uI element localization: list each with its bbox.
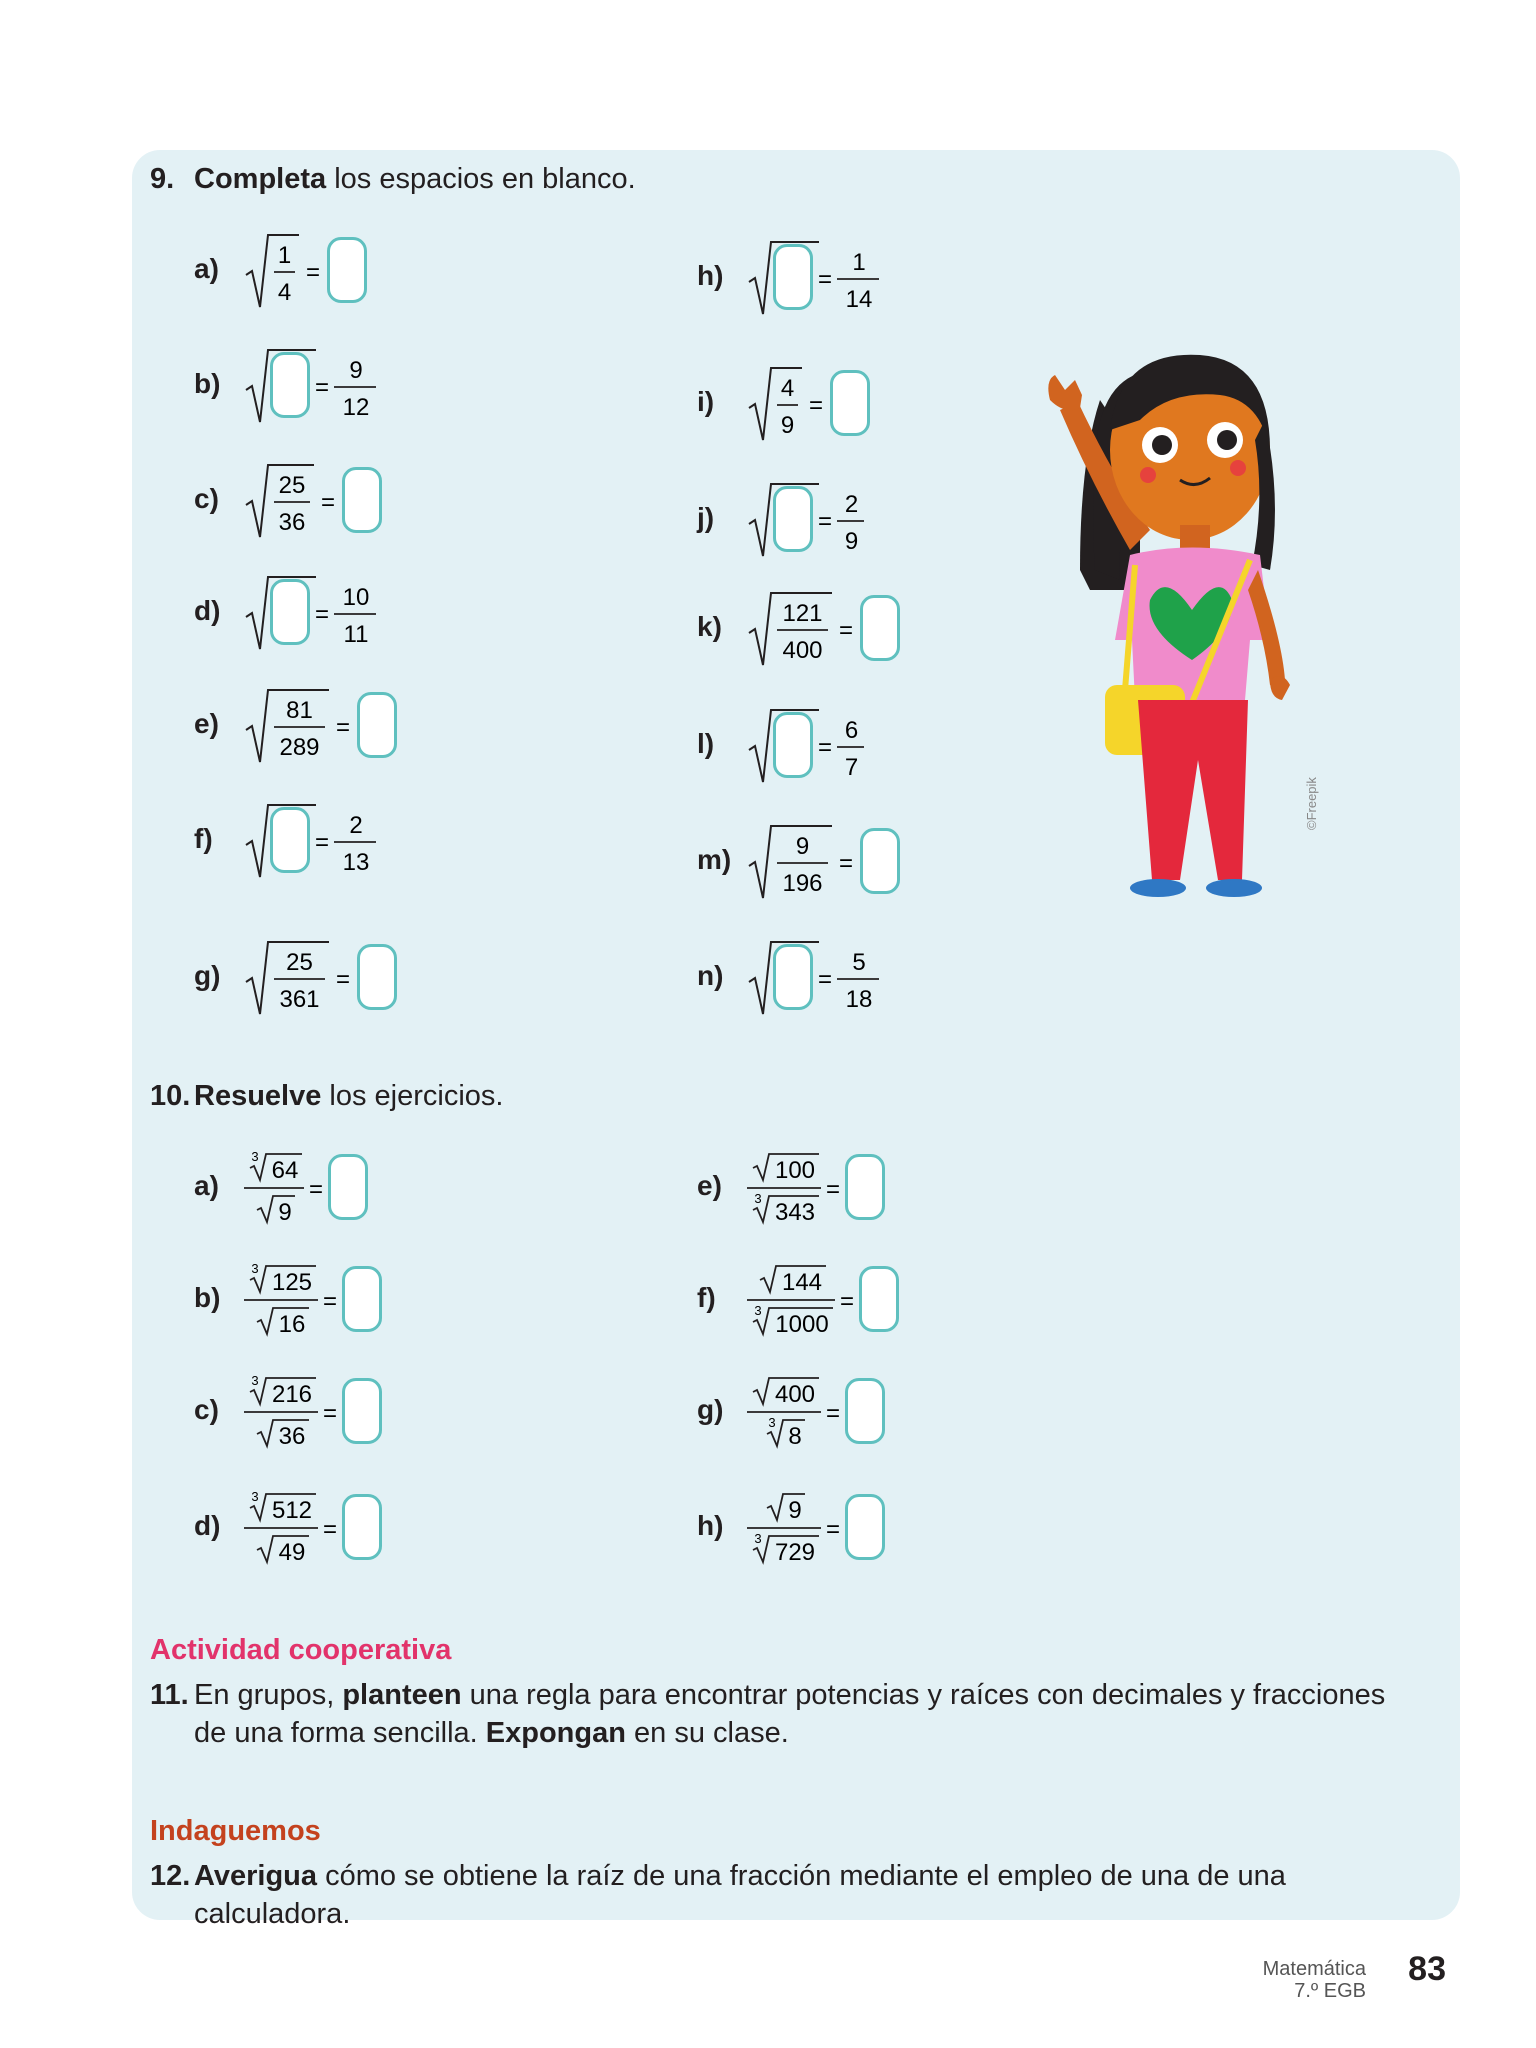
item-label: e) [697,1170,722,1201]
radicand-box[interactable] [270,352,310,418]
denominator: 361 [279,986,320,1013]
text-part: una regla para encontrar potencias y raíces con decimales y fracciones de una forma sencilla. [194,1679,1386,1749]
equals-sign: = [314,601,330,628]
answer-box[interactable] [845,1154,885,1220]
footer-subject [1263,1958,1366,2002]
question-11-text [194,1676,1420,1752]
item-label: m) [697,844,732,875]
radicand-box[interactable] [270,579,310,645]
equals-sign: = [817,266,833,293]
radicand-box[interactable] [773,712,813,778]
radicand-box[interactable] [270,807,310,873]
equals-sign: = [817,966,833,993]
numerator: 25 [278,472,306,499]
equals-sign: = [817,508,833,535]
top-radicand: 512 [271,1497,313,1524]
equals-sign: = [314,829,330,856]
equals-sign: = [335,714,351,741]
radicand-box[interactable] [773,944,813,1010]
expression [244,225,504,315]
top-radicand: 144 [781,1269,823,1296]
question-12 [150,1857,1420,1933]
bottom-radicand: 16 [278,1311,306,1338]
top-index: 3 [251,1261,259,1276]
question-number: 12. [150,1860,191,1892]
denominator: 9 [844,528,859,555]
item-label: c) [194,1394,219,1425]
item-label: n) [697,960,724,991]
bold-verb: planteen [342,1679,462,1711]
numerator: 121 [782,600,823,627]
expression [244,1142,504,1232]
numerator: 2 [349,812,363,839]
question-verb: Resuelve [194,1080,322,1112]
denominator: 289 [279,734,320,761]
question-number: 9. [150,163,175,195]
page-number: 83 [1408,1950,1446,1988]
item-label: k) [697,611,722,642]
item-label: j) [697,502,715,533]
item-label: e) [194,708,219,739]
answer-box[interactable] [327,237,367,303]
top-index: 3 [251,1149,259,1164]
bottom-index: 3 [754,1303,762,1318]
bottom-index: 3 [754,1191,762,1206]
equals-sign: = [305,259,321,286]
bottom-index: 3 [768,1415,776,1430]
top-radicand: 400 [774,1381,816,1408]
girl-illustration [1020,340,1300,900]
item-label: g) [194,960,221,991]
answer-box[interactable] [342,1494,382,1560]
bottom-radicand: 1000 [775,1311,829,1338]
item-label: d) [194,1510,221,1541]
numerator: 2 [844,491,859,518]
numerator: 25 [286,949,313,976]
answer-box[interactable] [845,1378,885,1444]
denominator: 11 [343,621,369,648]
question-9-heading [150,163,636,196]
answer-box[interactable] [357,692,397,758]
numerator: 10 [342,584,370,611]
top-radicand: 9 [788,1497,802,1524]
bold-verb: Expongan [485,1717,626,1749]
bottom-radicand: 343 [774,1199,816,1226]
answer-box[interactable] [859,1266,899,1332]
item-label: a) [194,1170,219,1201]
top-radicand: 125 [271,1269,313,1296]
numerator: 4 [780,375,795,402]
radicand-box[interactable] [773,486,813,552]
item-label: a) [194,253,219,284]
item-label: f) [697,1282,716,1313]
top-index: 3 [251,1489,259,1504]
answer-box[interactable] [328,1154,368,1220]
answer-box[interactable] [357,944,397,1010]
cooperative-activity-title: Actividad cooperativa [150,1634,452,1666]
item-label: g) [697,1394,724,1425]
item-label: i) [697,386,715,417]
numerator: 5 [852,949,866,976]
answer-box[interactable] [342,467,382,533]
denominator: 196 [782,870,823,897]
subject-name: Matemática [1262,1958,1366,1980]
top-radicand: 64 [271,1157,299,1184]
item-label: h) [697,260,724,291]
equals-sign: = [825,1400,841,1427]
question-10-heading [150,1080,503,1113]
equals-sign: = [308,1176,324,1203]
equals-sign: = [314,374,330,401]
item-label: b) [194,368,221,399]
grade-label: 7.º EGB [1294,1980,1366,2002]
radicand-box[interactable] [773,244,813,310]
denominator: 18 [845,986,873,1013]
expression [747,358,1007,448]
research-title: Indaguemos [150,1815,321,1847]
equals-sign: = [838,850,854,877]
item-label: f) [194,823,213,854]
question-text: los espacios en blanco. [326,163,636,195]
question-number: 10. [150,1080,191,1112]
denominator: 4 [277,279,292,306]
question-verb: Completa [194,163,327,195]
numerator: 1 [852,249,866,276]
top-radicand: 100 [774,1157,816,1184]
top-index: 3 [251,1373,259,1388]
bottom-radicand: 9 [278,1199,292,1226]
question-text: los ejercicios. [321,1080,504,1112]
equals-sign: = [817,734,833,761]
top-radicand: 216 [271,1381,313,1408]
numerator: 6 [844,717,859,744]
item-label: h) [697,1510,724,1541]
text-part: En grupos, [194,1679,343,1711]
denominator: 9 [780,412,795,439]
equals-sign: = [322,1516,338,1543]
item-label: b) [194,1282,221,1313]
numerator: 9 [349,357,363,384]
equals-sign: = [322,1288,338,1315]
numerator: 81 [286,697,313,724]
bottom-radicand: 49 [278,1539,306,1566]
denominator: 13 [342,849,370,876]
bottom-radicand: 8 [788,1423,802,1450]
text-part: cómo se obtiene la raíz de una fracción mediante el empleo de una de una calculadora. [194,1860,1286,1930]
numerator: 9 [795,833,810,860]
equals-sign: = [322,1400,338,1427]
question-11 [150,1676,1420,1752]
equals-sign: = [808,392,824,419]
equals-sign: = [335,966,351,993]
equals-sign: = [839,1288,855,1315]
answer-box[interactable] [342,1378,382,1444]
equals-sign: = [320,489,336,516]
item-label: c) [194,483,219,514]
denominator: 400 [782,637,823,664]
answer-box[interactable] [830,370,870,436]
answer-box[interactable] [342,1266,382,1332]
answer-box[interactable] [860,828,900,894]
question-12-text [194,1857,1420,1933]
denominator: 36 [278,509,306,536]
denominator: 14 [845,286,873,313]
answer-box[interactable] [860,595,900,661]
item-label: d) [194,595,221,626]
item-label: l) [697,728,715,759]
bold-verb: Averigua [194,1860,318,1892]
bottom-index: 3 [754,1531,762,1546]
equals-sign: = [825,1516,841,1543]
denominator: 12 [342,394,370,421]
bottom-radicand: 729 [774,1539,816,1566]
equals-sign: = [838,617,854,644]
answer-box[interactable] [845,1494,885,1560]
question-number: 11. [150,1679,189,1711]
bottom-radicand: 36 [278,1423,306,1450]
text-part: en su clase. [625,1717,789,1749]
numerator: 1 [277,242,292,269]
denominator: 7 [844,754,859,781]
equals-sign: = [825,1176,841,1203]
image-credit: ©Freepik [1304,777,1319,830]
